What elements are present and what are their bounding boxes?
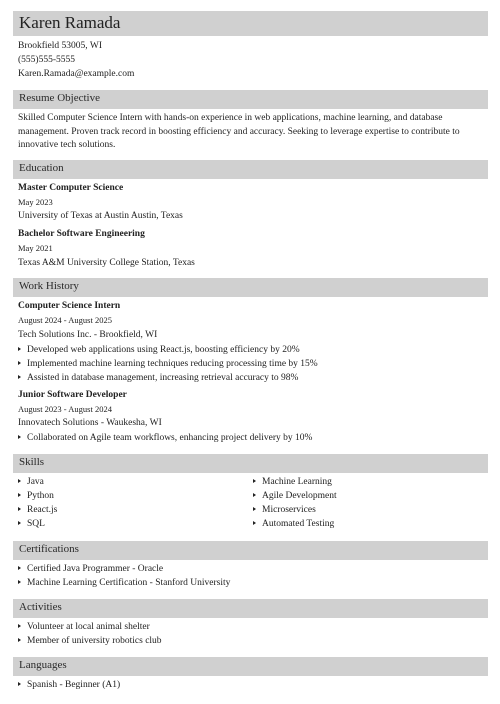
skill-item (253, 476, 332, 489)
section-header-certifications (13, 541, 488, 560)
certification-text: Machine Learning Certification - Stanford University (27, 578, 231, 588)
job-company: Innovatech Solutions - Waukesha, WI (18, 418, 162, 428)
job-dates: August 2024 - August 2025 (18, 315, 112, 325)
certification-text: Certified Java Programmer - Oracle (27, 564, 164, 574)
name-header-bar (13, 11, 488, 36)
skill-item (18, 476, 44, 489)
language-text: Spanish - Beginner (A1) (27, 680, 121, 690)
bullet-text: Collaborated on Agile team workflows, enhancing project delivery by 10% (27, 433, 313, 443)
skill-text: Machine Learning (262, 477, 332, 487)
section-title: Certifications (19, 543, 79, 555)
education-date: May 2021 (18, 243, 53, 253)
bullet-icon (18, 682, 21, 686)
section-title: Languages (19, 659, 67, 671)
section-title: Resume Objective (19, 92, 100, 104)
skill-item (18, 490, 54, 503)
section-header-work-history (13, 278, 488, 297)
section-header-activities (13, 599, 488, 618)
section-title: Activities (19, 601, 62, 613)
address: Brookfield 53005, WI (18, 41, 102, 51)
bullet-icon (18, 638, 21, 642)
bullet-icon (18, 507, 21, 511)
candidate-name: Karen Ramada (19, 13, 121, 32)
bullet-icon (253, 493, 256, 497)
skill-text: Java (27, 477, 44, 487)
section-title: Skills (19, 456, 45, 468)
skill-text: Automated Testing (262, 519, 335, 529)
education-degree: Bachelor Software Engineering (18, 229, 145, 239)
education-school: University of Texas at Austin Austin, Texas (18, 211, 183, 221)
bullet-text: Implemented machine learning techniques reducing processing time by 15% (27, 359, 318, 369)
education-school: Texas A&M University College Station, Texas (18, 258, 195, 268)
bullet-text: Assisted in database management, increasing retrieval accuracy to 98% (27, 373, 299, 383)
activity-text: Member of university robotics club (27, 636, 162, 646)
list-item (18, 679, 120, 692)
bullet-icon (18, 566, 21, 570)
objective-text (18, 112, 483, 153)
skill-text: Microservices (262, 505, 316, 515)
list-item (18, 372, 298, 385)
skill-text: Python (27, 491, 54, 501)
skill-item (253, 490, 337, 503)
skill-item (18, 518, 45, 531)
bullet-icon (18, 361, 21, 365)
list-item (18, 635, 162, 648)
phone: (555)555-5555 (18, 55, 75, 65)
bullet-icon (18, 624, 21, 628)
list-item (18, 577, 230, 590)
list-item (18, 621, 150, 634)
education-date: May 2023 (18, 197, 53, 207)
objective-line: management. Proven track record in boosting efficiency and accuracy. Seeking to leverage expertise to contribute to (18, 126, 460, 137)
skill-text: React.js (27, 505, 58, 515)
section-header-objective (13, 90, 488, 109)
activity-text: Volunteer at local animal shelter (27, 622, 150, 632)
education-degree: Master Computer Science (18, 183, 124, 193)
list-item (18, 563, 163, 576)
bullet-icon (253, 507, 256, 511)
job-dates: August 2023 - August 2024 (18, 404, 112, 414)
objective-line: Skilled Computer Science Intern with hands-on experience in web applications, machine learning, and database (18, 113, 443, 123)
skill-item (18, 504, 57, 517)
list-item (18, 358, 318, 371)
bullet-icon (18, 375, 21, 379)
bullet-icon (253, 521, 256, 525)
bullet-icon (18, 347, 21, 351)
skill-text: Agile Development (262, 491, 337, 501)
email: Karen.Ramada@example.com (18, 69, 135, 79)
section-header-skills (13, 454, 488, 473)
job-company: Tech Solutions Inc. - Brookfield, WI (18, 330, 158, 340)
skill-item (253, 518, 334, 531)
bullet-icon (18, 435, 21, 439)
bullet-icon (18, 521, 21, 525)
list-item (18, 432, 312, 445)
bullet-icon (18, 493, 21, 497)
bullet-icon (18, 580, 21, 584)
skill-text: SQL (27, 519, 45, 529)
list-item (18, 344, 300, 357)
section-header-education (13, 160, 488, 179)
job-role: Junior Software Developer (18, 390, 127, 400)
section-title: Work History (19, 280, 79, 292)
skill-item (253, 504, 316, 517)
objective-line: innovative tech solutions. (18, 140, 116, 150)
bullet-icon (253, 479, 256, 483)
job-role: Computer Science Intern (18, 301, 121, 311)
section-header-languages (13, 657, 488, 676)
bullet-text: Developed web applications using React.js, boosting efficiency by 20% (27, 345, 300, 355)
bullet-icon (18, 479, 21, 483)
section-title: Education (19, 162, 64, 174)
